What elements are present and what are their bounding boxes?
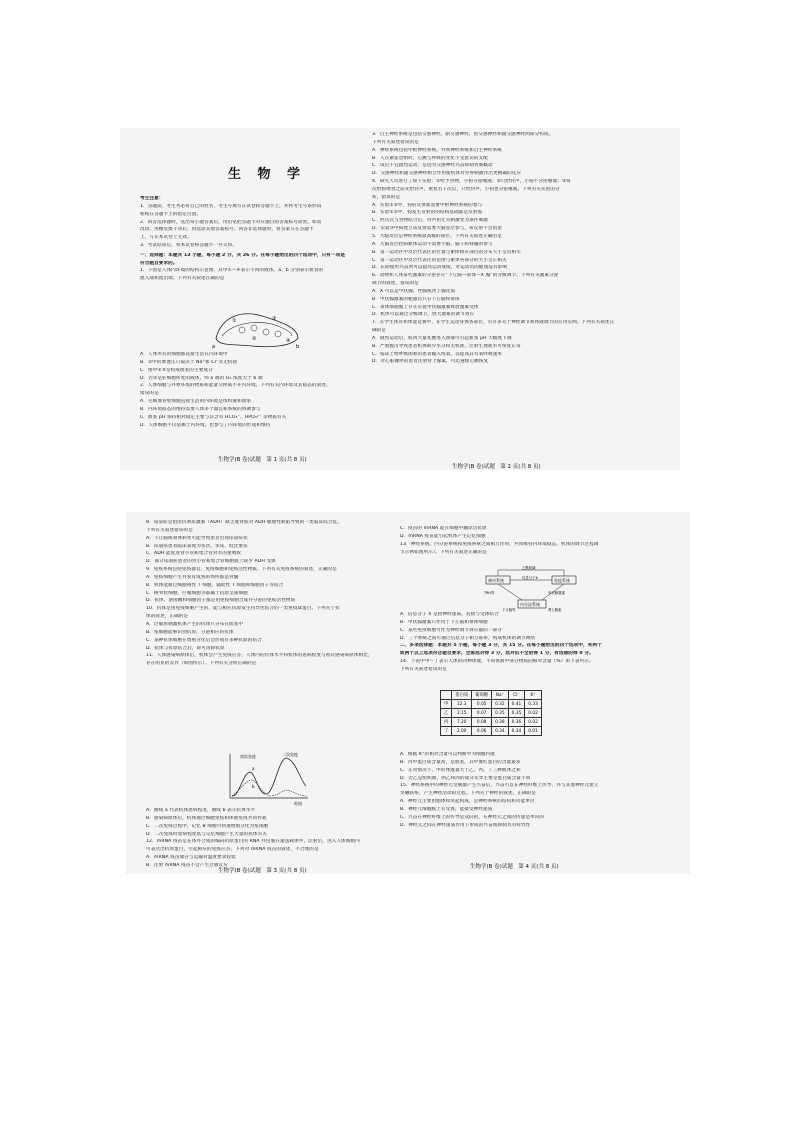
section-heading: 二、多项选择题：本题共 5 小题，每小题 3 分，共 15 分。在每小题给出的四个选项中，有两个 xyxy=(400,643,602,649)
table-header: Cl⁻ xyxy=(508,691,525,700)
question-stem: 8．尿崩症是指由抗利尿激素（ADH）缺乏或肾脏对 ADH 敏感性缺陷导致的一类临床综合征。 xyxy=(146,520,342,525)
table-row xyxy=(441,727,542,736)
option: A．神经元主要由胞体和突起构成，是神经系统的结构和功能单位 xyxy=(400,799,535,805)
arrow-label: 下丘脑等 xyxy=(502,608,516,612)
table-row xyxy=(441,700,542,709)
option: D．若乙是组织液，则乙和丙的成分差异主要是蛋白质含量不同 xyxy=(400,775,531,781)
option: C．临床上给呼吸困难的患者输入纯氧，以提高其有氧呼吸速率 xyxy=(372,351,503,357)
question-stem: 可表达出抗原蛋白，引起相应的免疫应答，下列对 mRNA 疫苗的叙述，不合理的是 xyxy=(146,847,319,853)
option: D．长期使用兴奋剂可以提高运动成绩，对运动员的健康没有影响 xyxy=(372,265,508,271)
question-stem: 7．在学生体育和体能竞赛中，在学生运动身体各部位，有许多关于神经调节和体液调节的应用实例。下列有关叙述正 xyxy=(372,320,615,326)
page-title: 生 物 学 xyxy=(228,167,307,182)
antibody-curve-figure xyxy=(222,750,312,806)
question-stem: 确的是 xyxy=(372,328,387,334)
table-header xyxy=(441,691,452,700)
notice-line: 改动，用橡皮擦干净后，再选涂其他答案标号。回答非选择题时，将答案写在答题卡 xyxy=(140,227,314,233)
page-footer: 生物学(B 卷)试题 第 1 页(共 8 页) xyxy=(218,457,307,463)
option: A．X 可以是甲状腺、性腺或肾上腺皮质 xyxy=(372,288,456,294)
question-stem: 流入端和流出端。下列有关叙述正确的是 xyxy=(140,276,225,282)
arrow-label: TRH等 xyxy=(484,591,495,595)
option: D．部分尿崩症患者的肾小管和集合管细胞膜上缺少 ADH 受体 xyxy=(146,559,276,565)
fig-label: ③ xyxy=(272,316,277,322)
question-stem: 15．神经系统中的神经元受刺激产生兴奋后，兴奋可以在神经纤维上传导，并与其他神经元建立 xyxy=(400,783,599,789)
page4-column-lower xyxy=(400,752,644,830)
table-cell: 2.15 xyxy=(452,709,472,718)
page1-column-lower xyxy=(140,352,362,430)
table-cell: 丁 xyxy=(441,727,452,736)
option: C．某种抗体细胞在增殖分化后会形成有多种抗原的结合 xyxy=(146,637,262,643)
question-stem: 节示例如图所示）。下列有关叙述正确的是 xyxy=(400,549,487,555)
option: A．大脑皮层控制躯体运动不需要小脑、脑干和脊髓的参与 xyxy=(372,241,493,247)
option: B．神经元细胞膜上有受体，能接受神经递质 xyxy=(400,806,493,812)
option: D．抗体、溶菌酶和细胞因子都是由免疫细胞合成并分泌的免疫活性物质 xyxy=(146,598,296,604)
option: D．若②是肝细胞所处的液体，则 a 端的 O₂ 浓度大于 b 端 xyxy=(140,375,263,381)
option: A．过敏原刺激机体产生的抗体只分布在血浆中 xyxy=(146,621,244,627)
page-footer: 生物学(B 卷)试题 第 4 页(共 8 页) xyxy=(470,864,559,870)
question-stem: 3．自主神经系统是包括交感神经、副交感神经，由交感神经和副交感神经两部分构成。 xyxy=(372,132,554,137)
fig-label: ② xyxy=(252,336,257,342)
table-cell: 12.3 xyxy=(452,700,472,709)
question-stem: 下列有关叙述错误的是 xyxy=(372,139,419,145)
table-cell: 0.36 xyxy=(508,718,525,727)
section-heading: 或两个以上选项符合题目要求，全部选对得 3 分，选对但不全的得 1 分，有选错的得 0 分。 xyxy=(400,651,594,657)
arrow-label: 肾上腺素 xyxy=(548,608,562,612)
box-label: 神经系统 xyxy=(488,578,504,583)
option: A．毛细血管壁细胞直接生活的内环境是组织液和血浆 xyxy=(140,399,252,405)
option: B．感染病原体后，机体通过细胞免疫和体液免疫共同作战 xyxy=(146,815,267,821)
option: D．mRNA 疫苗能引起机体产生记忆细胞 xyxy=(400,533,486,539)
option: C．正常情况下，甲的体液量大于乙、丙、丁三种液体之和 xyxy=(400,767,521,773)
page-footer: 生物学(B 卷)试题 第 2 页(共 8 页) xyxy=(452,464,541,470)
question-stem: 突触联系，产生神经活动的过程。下列关于神经的叙述，正确的是 xyxy=(400,791,537,797)
notice-line: 上，写在本试卷上无效。 xyxy=(140,235,192,241)
table-cell: 0.33 xyxy=(525,700,542,709)
box-label: 免疫系统 xyxy=(554,578,570,583)
question-stem: 存在明显的差异（如图所示）。下列有关分析正确的是 xyxy=(146,661,257,667)
option: C．经历次与食物结合后，铃声由无关刺激变为条件刺激 xyxy=(372,218,488,224)
fig-label: 二次免疫 xyxy=(282,752,298,757)
option: A．根据 K⁺的相对含量可以判断甲为细胞内液 xyxy=(400,752,495,757)
notice-line: 1．答题前，考生务必将自己的姓名、考生号填写在试卷和答题卡上，并将考生号条形码 xyxy=(140,203,322,209)
option: D．人体细胞不仅依赖于内环境，也参与了内环境的形成和维持 xyxy=(140,422,271,428)
question-stem: 4．研究人员进行了如下实验：①给予食物，小狗分泌唾液；②只给铃声，小狗不分泌唾液；③每 xyxy=(372,179,571,185)
table-cell: 丙 xyxy=(441,718,452,727)
table-header-row xyxy=(441,691,542,700)
option: C．树突状细胞、巨噬细胞等都属于抗原呈递细胞 xyxy=(146,590,248,596)
option: A．mRNA 疫苗储存与运输对温度要求较低 xyxy=(146,855,236,861)
option: D．交感神经和副交感神经相互作用使机体对外界刺激作出更精确的反应 xyxy=(372,171,522,177)
option: A．免疫细胞产生并发育成熟的场所都是骨髓 xyxy=(146,574,239,580)
page1-column xyxy=(140,196,362,284)
question-stem: 下列有关叙述错误的是 xyxy=(400,666,447,672)
table-cell: 0.02 xyxy=(525,709,542,718)
table-cell: 0.35 xyxy=(492,709,509,718)
table-cell: 0.08 xyxy=(472,718,492,727)
fig-label: b xyxy=(296,344,300,350)
option: C．饭后不宜剧烈运动，是因为交感神经兴奋抑制胃肠蠕动 xyxy=(372,163,493,169)
question-stem: 2．人体细胞与外界环境的物质和能量交换离不开内环境。下列有关内环境及其稳态的叙述， xyxy=(140,383,331,389)
tissue-diagram xyxy=(212,308,302,350)
fig-label: 初次免疫 xyxy=(240,754,256,759)
table-cell: 0.06 xyxy=(472,727,492,736)
table-header: Na⁺ xyxy=(492,691,509,700)
option: C．疫苗的 mRNA 能在细胞中翻译出抗原 xyxy=(400,526,487,531)
option: B．严重腹泻导致患者机体缺少水分和无机盐，注射生理盐水可恢复正常 xyxy=(372,343,521,349)
x-axis-label: 时间 xyxy=(294,801,302,806)
question-stem: 9．免疫系统包括免疫器官、免疫细胞和免疫活性物质。下列有关免疫系统的叙述，正确的是 xyxy=(146,567,337,573)
table-cell: 0.34 xyxy=(492,727,509,736)
option: C．ADH 能促进肾小管和集合管对水的重吸收 xyxy=(146,551,242,557)
notice-line: 3．考试结束后，将本试卷和答题卡一并交回。 xyxy=(140,243,237,249)
table-cell: 0.07 xyxy=(472,709,492,718)
table-cell: 0.02 xyxy=(525,718,542,727)
option: B．实验①③中，狗发生反射的的结构基础都是反射弧 xyxy=(372,210,483,216)
fig-label: b xyxy=(252,784,255,789)
option: A．下丘脑或垂体病变可能导致患者出现尿崩症状 xyxy=(146,535,248,541)
table-cell: 0.35 xyxy=(508,709,525,718)
option: C．某些免疫细胞可作为神经调节效应器的一部分 xyxy=(400,627,502,633)
section-heading: 一、选择题：本题共 13 小题，每小题 2 分，共 26 分。在每小题给出的四个选项中，只有一项是 xyxy=(140,252,346,258)
option: B．尿崩症患者临床表现为多饮、多尿、低比重尿 xyxy=(146,543,248,549)
option: A．实验①③中，狗的反射都需要中枢神经系统的参与 xyxy=(372,202,483,208)
option: B．①中的渗透压只取决于 Na⁺和 Cl⁻等无机盐 xyxy=(140,359,238,365)
question-stem: 14．下表中甲～丁表示人体的四种体液，不同体液中部分物质的相对含量（%）如下表所示。 xyxy=(400,659,594,665)
table-cell: 0.32 xyxy=(492,700,509,709)
notice-title: 考生注意： xyxy=(140,196,164,201)
section-heading: 符合题目要求的。 xyxy=(140,260,178,266)
option: D．机体可以通过分级调节，放大激素的调节效应 xyxy=(372,312,475,318)
fig-label: a xyxy=(212,344,216,350)
question-stem: 下列有关叙述错误的是 xyxy=(146,527,193,533)
option: C．图中②③是构成血浆的主要成分 xyxy=(140,367,213,373)
body-fluid-table xyxy=(440,690,542,736)
question-stem: 5．大脑皮层是神经系统最高级的部位。下列有关叙述正确的是 xyxy=(372,233,502,239)
table-header: 葡萄糖 xyxy=(472,691,492,700)
table-cell: 0.41 xyxy=(508,700,525,709)
option: A．人体所有的细胞都直接生活在内环境中 xyxy=(140,352,228,357)
option: C．垂体细胞膜上存在有促甲状腺激素释放激素受体 xyxy=(372,304,479,310)
option: D．二次免疫时患病程度低与记忆细胞产生大量的抗体有关 xyxy=(146,831,267,837)
table-row xyxy=(441,718,542,727)
fig-label: ① xyxy=(232,318,237,324)
question-stem: 12．mRNA 疫苗是在体外合成的编码抗原蛋白的 RNA 并包裹在递送载体中，注射后，进入人体细胞内 xyxy=(146,839,360,845)
option: D．三个系统之间可通过信息分子相互联系，构成机体的调节网络 xyxy=(400,635,536,641)
option: A．曲线 a 代表机体患病程度，曲线 b 表示抗体水平 xyxy=(146,808,256,813)
page3-column xyxy=(146,520,386,669)
option: B．机体能通过细胞毒性 T 细胞、辅助性 T 细胞和细胞因子等结合 xyxy=(146,582,284,588)
table-cell: 乙 xyxy=(441,709,452,718)
arrow-label: 信息分子X xyxy=(522,576,538,580)
arrow-label: 乙酰胆碱 xyxy=(522,566,536,570)
option: A．信息分子 X 是指神经递质，直接与受体结合 xyxy=(400,612,499,617)
question-stem: 6．动物和人体某些激素的分泌存在“下丘脑—垂体—X 腺”的分级调节。下列有关激素分泌 xyxy=(372,273,559,279)
question-stem: 错误的是 xyxy=(140,391,159,397)
option: A．剧烈运动后，肌肉大量乳酸进入血液可引起血浆 pH 大幅度下降 xyxy=(372,335,512,341)
option: A．神经系统包括中枢神经系统、外周神经系统和自主神经系统 xyxy=(372,147,502,153)
option: B．甲状腺激素只作用于下丘脑和垂体细胞 xyxy=(400,619,488,625)
option: B．注射 mRNA 疫苗不会产生过敏反应 xyxy=(146,862,229,868)
table-cell: 0.05 xyxy=(472,700,492,709)
option: B．浆细胞能够识别抗原，分泌相应的抗体 xyxy=(146,629,234,635)
option: D．对心脏骤停的患者注射肾上腺素，可迅速使心跳恢复 xyxy=(372,359,489,365)
table-cell: 0.01 xyxy=(525,727,542,736)
notice-line: 粘贴在答题卡上的指定位置。 xyxy=(140,211,202,217)
option: B．内环境稳态的维持需要人体多个器官和系统的协调参与 xyxy=(140,406,261,412)
option: C．第一运动区中皮层代表区的范围与躯体各部分的大小呈正相关 xyxy=(372,257,507,263)
question-stem: 10．抗体是由免疫细胞产生的，能与相应抗原发生特异性结合的一类免疫球蛋白。下列关于抗 xyxy=(146,606,340,612)
question-stem: 调节的叙述，错误的是 xyxy=(372,281,419,287)
table-row xyxy=(441,709,542,718)
table-cell: 7.20 xyxy=(452,718,472,727)
option: D．实验③中狗建立该反射需要大脑皮层参与，该反射不会消退 xyxy=(372,226,502,232)
page2-column xyxy=(372,132,622,367)
question-stem: 11．人体感染病原体后，机体会产生免疫应答，人体内的抗体水平和机体的患病程度与初次感染病原体相比， xyxy=(146,653,373,659)
fig-label: a xyxy=(252,766,255,771)
fig-label: ④ xyxy=(286,338,291,344)
table-cell: 0.34 xyxy=(508,727,525,736)
table-header: 蛋白质 xyxy=(452,691,472,700)
option: C．兴奋在神经纤维上的传导是双向的，在神经元之间的传递是单向的 xyxy=(400,814,545,820)
question-stem: 析，错误的是 xyxy=(372,194,401,200)
page3-column-lower xyxy=(146,808,386,871)
arrow-label: 甲状腺激素 xyxy=(548,591,565,595)
option: D．抗体与抗原结合后，即可清除抗原 xyxy=(146,645,225,651)
table-cell: 甲 xyxy=(441,700,452,709)
option: B．第一运动区中皮层代表区的位置与躯体相应部位的分布大小呈负相关 xyxy=(372,249,521,255)
box-label: 内分泌系统 xyxy=(520,602,540,607)
option: B．丙中蛋白质含量高，是血浆，其中血红蛋白的含量最多 xyxy=(400,759,521,765)
regulation-network-figure xyxy=(482,566,582,612)
question-stem: 次给狗喂食之前先给铃声，重复若干次后，只给铃声，小狗也分泌唾液。下列有关实验的分 xyxy=(372,186,560,192)
table-header: K⁺ xyxy=(525,691,542,700)
table-cell: 0.38 xyxy=(492,718,509,727)
option: B．人在紧张恐惧时，心跳与呼吸的变化不受意识的支配 xyxy=(372,155,488,161)
page-footer: 生物学(B 卷)试题 第 3 页(共 8 页) xyxy=(218,868,307,874)
table-cell: 2.00 xyxy=(452,727,472,736)
notice-line: 2．回答选择题时，选出每小题答案后，用铅笔把答题卡对应题目的答案标号涂黑。如需 xyxy=(140,219,322,225)
question-stem: 13．神经系统、内分泌系统和免疫系统之间相互作用，共同维持内环境稳态。机体的调节过程调 xyxy=(400,541,599,547)
page4-column xyxy=(400,526,644,557)
option: D．神经元之间在神经递质作用下形成的兴奋或抑制具有特异性 xyxy=(400,822,531,828)
question-stem: 1．下图是人体内环境的结构示意图，其中①～④表示不同的液体，a、b 分别表示血管的 xyxy=(140,268,324,274)
option: C．血浆 pH 保持相对稳定主要与其含有 HCO₃⁻、HPO₄²⁻ 等物质有关 xyxy=(140,414,287,420)
option: C．二次免疫过程中，记忆 B 细胞可快速增殖分化为浆细胞 xyxy=(146,823,269,829)
option: B．甲状腺激素的靶器官只有下丘脑和垂体 xyxy=(372,296,460,302)
question-stem: 体的叙述，正确的是 xyxy=(146,614,189,620)
page4-column-mid xyxy=(400,612,644,675)
